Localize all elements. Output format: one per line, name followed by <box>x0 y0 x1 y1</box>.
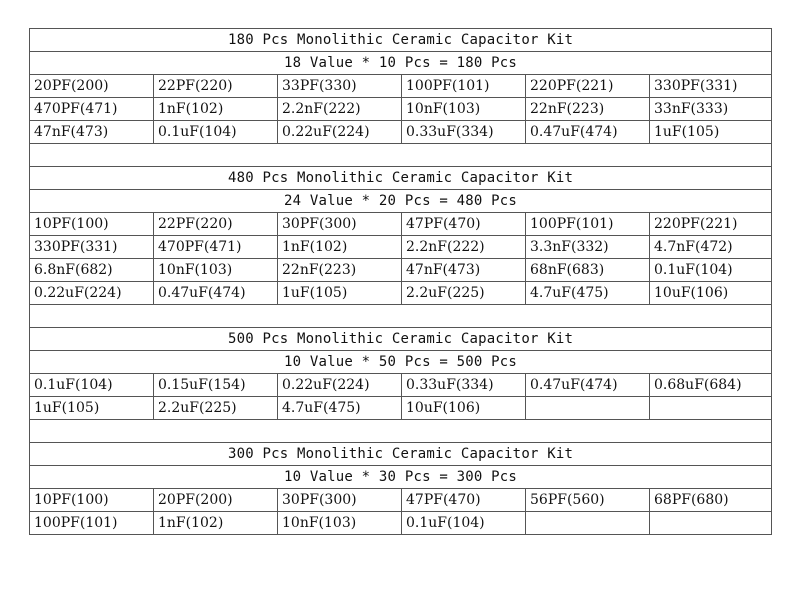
value-row <box>30 98 772 121</box>
capacitor-value-cell: 20PF(200) <box>30 75 154 98</box>
kit-subtitle-row <box>30 466 772 489</box>
capacitor-value-cell: 22nF(223) <box>526 98 650 121</box>
kit-title: 180 Pcs Monolithic Ceramic Capacitor Kit <box>30 29 772 52</box>
spacer-cell <box>30 305 772 328</box>
capacitor-value-cell: 1uF(105) <box>650 121 772 144</box>
capacitor-value-cell: 47PF(470) <box>402 489 526 512</box>
capacitor-value-cell: 4.7uF(475) <box>526 282 650 305</box>
kit-title: 300 Pcs Monolithic Ceramic Capacitor Kit <box>30 443 772 466</box>
capacitor-value-cell: 0.47uF(474) <box>526 374 650 397</box>
capacitor-value-cell: 10nF(103) <box>402 98 526 121</box>
kit-title-row <box>30 29 772 52</box>
capacitor-value-cell: 6.8nF(682) <box>30 259 154 282</box>
capacitor-value-cell: 4.7uF(475) <box>278 397 402 420</box>
capacitor-value-cell: 2.2nF(222) <box>402 236 526 259</box>
value-row <box>30 236 772 259</box>
capacitor-value-cell <box>526 512 650 535</box>
capacitor-value-cell: 2.2uF(225) <box>154 397 278 420</box>
capacitor-value-cell: 1nF(102) <box>154 98 278 121</box>
capacitor-value-cell: 0.1uF(104) <box>30 374 154 397</box>
capacitor-value-cell: 100PF(101) <box>30 512 154 535</box>
kit-title-row <box>30 443 772 466</box>
spacer-cell <box>30 144 772 167</box>
value-row <box>30 397 772 420</box>
kit-subtitle-row <box>30 351 772 374</box>
capacitor-value-cell: 47PF(470) <box>402 213 526 236</box>
capacitor-value-cell: 10uF(106) <box>650 282 772 305</box>
capacitor-value-cell: 47nF(473) <box>402 259 526 282</box>
spacer-row <box>30 305 772 328</box>
capacitor-value-cell: 100PF(101) <box>402 75 526 98</box>
kit-subtitle: 24 Value * 20 Pcs = 480 Pcs <box>30 190 772 213</box>
value-row <box>30 121 772 144</box>
capacitor-value-cell: 68PF(680) <box>650 489 772 512</box>
kit-subtitle-row <box>30 190 772 213</box>
capacitor-value-cell: 1nF(102) <box>154 512 278 535</box>
capacitor-value-cell: 220PF(221) <box>650 213 772 236</box>
capacitor-value-cell: 33PF(330) <box>278 75 402 98</box>
capacitor-value-cell: 0.22uF(224) <box>278 121 402 144</box>
capacitor-value-cell: 2.2nF(222) <box>278 98 402 121</box>
capacitor-value-cell: 0.47uF(474) <box>526 121 650 144</box>
spacer-row <box>30 144 772 167</box>
capacitor-value-cell: 0.22uF(224) <box>278 374 402 397</box>
capacitor-value-cell: 68nF(683) <box>526 259 650 282</box>
capacitor-value-cell: 2.2uF(225) <box>402 282 526 305</box>
capacitor-value-cell <box>650 397 772 420</box>
kit-title: 480 Pcs Monolithic Ceramic Capacitor Kit <box>30 167 772 190</box>
kit-subtitle: 18 Value * 10 Pcs = 180 Pcs <box>30 52 772 75</box>
capacitor-value-cell <box>650 512 772 535</box>
capacitor-value-cell: 0.1uF(104) <box>650 259 772 282</box>
capacitor-value-cell: 22PF(220) <box>154 213 278 236</box>
capacitor-value-cell: 3.3nF(332) <box>526 236 650 259</box>
capacitor-value-cell: 30PF(300) <box>278 213 402 236</box>
value-row <box>30 489 772 512</box>
kit-subtitle: 10 Value * 30 Pcs = 300 Pcs <box>30 466 772 489</box>
value-row <box>30 374 772 397</box>
capacitor-value-cell: 10nF(103) <box>278 512 402 535</box>
capacitor-value-cell: 0.33uF(334) <box>402 374 526 397</box>
value-row <box>30 282 772 305</box>
capacitor-value-cell: 47nF(473) <box>30 121 154 144</box>
capacitor-value-cell <box>526 397 650 420</box>
capacitor-value-cell: 20PF(200) <box>154 489 278 512</box>
capacitor-value-cell: 30PF(300) <box>278 489 402 512</box>
kit-title-row <box>30 328 772 351</box>
capacitor-value-cell: 470PF(471) <box>154 236 278 259</box>
capacitor-value-cell: 10nF(103) <box>154 259 278 282</box>
capacitor-value-cell: 330PF(331) <box>650 75 772 98</box>
capacitor-value-cell: 4.7nF(472) <box>650 236 772 259</box>
capacitor-value-cell: 0.47uF(474) <box>154 282 278 305</box>
capacitor-kit-table-body <box>30 29 772 535</box>
capacitor-value-cell: 330PF(331) <box>30 236 154 259</box>
capacitor-value-cell: 10PF(100) <box>30 489 154 512</box>
value-row <box>30 213 772 236</box>
capacitor-value-cell: 22nF(223) <box>278 259 402 282</box>
kit-subtitle-row <box>30 52 772 75</box>
capacitor-value-cell: 22PF(220) <box>154 75 278 98</box>
capacitor-value-cell: 100PF(101) <box>526 213 650 236</box>
capacitor-value-cell: 0.1uF(104) <box>402 512 526 535</box>
kit-title-row <box>30 167 772 190</box>
value-row <box>30 259 772 282</box>
capacitor-value-cell: 470PF(471) <box>30 98 154 121</box>
capacitor-kit-table <box>29 28 772 535</box>
kit-subtitle: 10 Value * 50 Pcs = 500 Pcs <box>30 351 772 374</box>
capacitor-value-cell: 1uF(105) <box>278 282 402 305</box>
value-row <box>30 75 772 98</box>
capacitor-value-cell: 220PF(221) <box>526 75 650 98</box>
capacitor-value-cell: 0.15uF(154) <box>154 374 278 397</box>
capacitor-value-cell: 0.22uF(224) <box>30 282 154 305</box>
spacer-cell <box>30 420 772 443</box>
capacitor-value-cell: 1nF(102) <box>278 236 402 259</box>
capacitor-value-cell: 10uF(106) <box>402 397 526 420</box>
capacitor-value-cell: 0.33uF(334) <box>402 121 526 144</box>
capacitor-value-cell: 0.68uF(684) <box>650 374 772 397</box>
capacitor-value-cell: 56PF(560) <box>526 489 650 512</box>
capacitor-value-cell: 10PF(100) <box>30 213 154 236</box>
spacer-row <box>30 420 772 443</box>
capacitor-value-cell: 33nF(333) <box>650 98 772 121</box>
kit-title: 500 Pcs Monolithic Ceramic Capacitor Kit <box>30 328 772 351</box>
capacitor-value-cell: 0.1uF(104) <box>154 121 278 144</box>
value-row <box>30 512 772 535</box>
capacitor-value-cell: 1uF(105) <box>30 397 154 420</box>
